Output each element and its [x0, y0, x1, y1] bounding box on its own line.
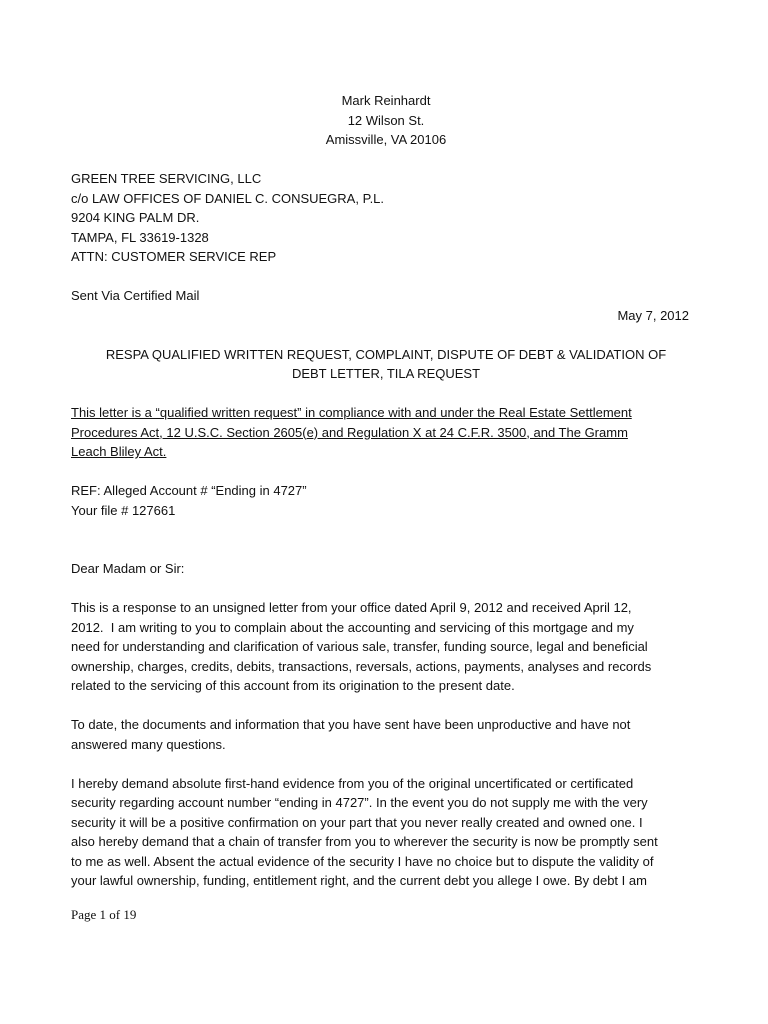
recipient-line: ATTN: CUSTOMER SERVICE REP [71, 249, 277, 264]
intro-line: Procedures Act, 12 U.S.C. Section 2605(e) and Regulation X at 24 C.F.R. 3500, and The Gramm [71, 424, 628, 440]
recipient-line: 9204 KING PALM DR. [71, 210, 200, 225]
letter-date: May 7, 2012 [617, 307, 689, 323]
letter-title [71, 345, 701, 384]
spacer [71, 579, 701, 599]
paragraph-line: to me as well. Absent the actual evidence of the security I have no choice but to dispute the validity of [71, 853, 654, 869]
paragraph-line: This is a response to an unsigned letter from your office dated April 9, 2012 and received April 12, [71, 600, 632, 615]
paragraph-line: your lawful ownership, funding, entitlement right, and the current debt you allege I owe. By debt I am [71, 873, 647, 888]
intro-line: This letter is a “qualified written request” in compliance with and under the Real Estate Settlement [71, 405, 632, 420]
sent-via-note: Sent Via Certified Mail [71, 288, 200, 303]
paragraph-2 [71, 715, 701, 754]
paragraph-line: I hereby demand absolute first-hand evidence from you of the original uncertificated or certificated [71, 775, 634, 791]
spacer [71, 540, 701, 560]
spacer [71, 150, 701, 170]
paragraph-line: To date, the documents and information that you have sent have been unproductive and have not [71, 717, 631, 732]
paragraph-line: ownership, charges, credits, debits, transactions, reversals, actions, payments, analyses and records [71, 658, 652, 674]
sender-city: Amissville, VA 20106 [325, 132, 447, 147]
paragraph-line: 2012. I am writing to you to complain about the accounting and servicing of this mortgage and my [71, 619, 634, 635]
paragraph-line: security regarding account number “ending in 4727”. In the event you do not supply me with the very [71, 795, 648, 810]
paragraph-line: also hereby demand that a chain of transfer from you to wherever the security is now be promptly sent [71, 834, 658, 849]
reference-block [71, 481, 701, 520]
recipient-line: c/o LAW OFFICES OF DANIEL C. CONSUEGRA, P.L. [71, 190, 385, 206]
paragraph-line: need for understanding and clarification of various sale, transfer, funding source, legal and beneficial [71, 639, 648, 654]
intro-line: Leach Bliley Act. [71, 444, 167, 459]
spacer [71, 325, 701, 345]
title-line: RESPA QUALIFIED WRITTEN REQUEST, COMPLAINT, DISPUTE OF DEBT & VALIDATION OF [105, 346, 667, 362]
salutation: Dear Madam or Sir: [71, 561, 185, 576]
title-line: DEBT LETTER, TILA REQUEST [291, 366, 481, 381]
recipient-address [71, 169, 701, 267]
spacer [71, 267, 701, 287]
intro-statement [71, 403, 701, 462]
spacer [71, 520, 701, 540]
spacer [71, 696, 701, 716]
paragraph-line: related to the servicing of this account from its origination to the present date. [71, 678, 515, 693]
page-number: Page 1 of 19 [71, 907, 137, 922]
sender-street: 12 Wilson St. [347, 112, 425, 128]
paragraph-line: answered many questions. [71, 736, 226, 752]
paragraph-3 [71, 774, 701, 891]
spacer [71, 754, 701, 774]
sender-name: Mark Reinhardt [341, 93, 431, 108]
recipient-line: TAMPA, FL 33619-1328 [71, 229, 209, 245]
recipient-line: GREEN TREE SERVICING, LLC [71, 171, 262, 186]
paragraph-line: security it will be a positive confirmation on your part that you never really created and owned one. I [71, 814, 643, 830]
paragraph-1 [71, 598, 701, 696]
sender-address [71, 91, 701, 150]
spacer [71, 462, 701, 482]
account-reference: REF: Alleged Account # “Ending in 4727” [71, 483, 307, 498]
spacer [71, 384, 701, 404]
file-reference: Your file # 127661 [71, 502, 176, 518]
letter-page [71, 91, 701, 891]
